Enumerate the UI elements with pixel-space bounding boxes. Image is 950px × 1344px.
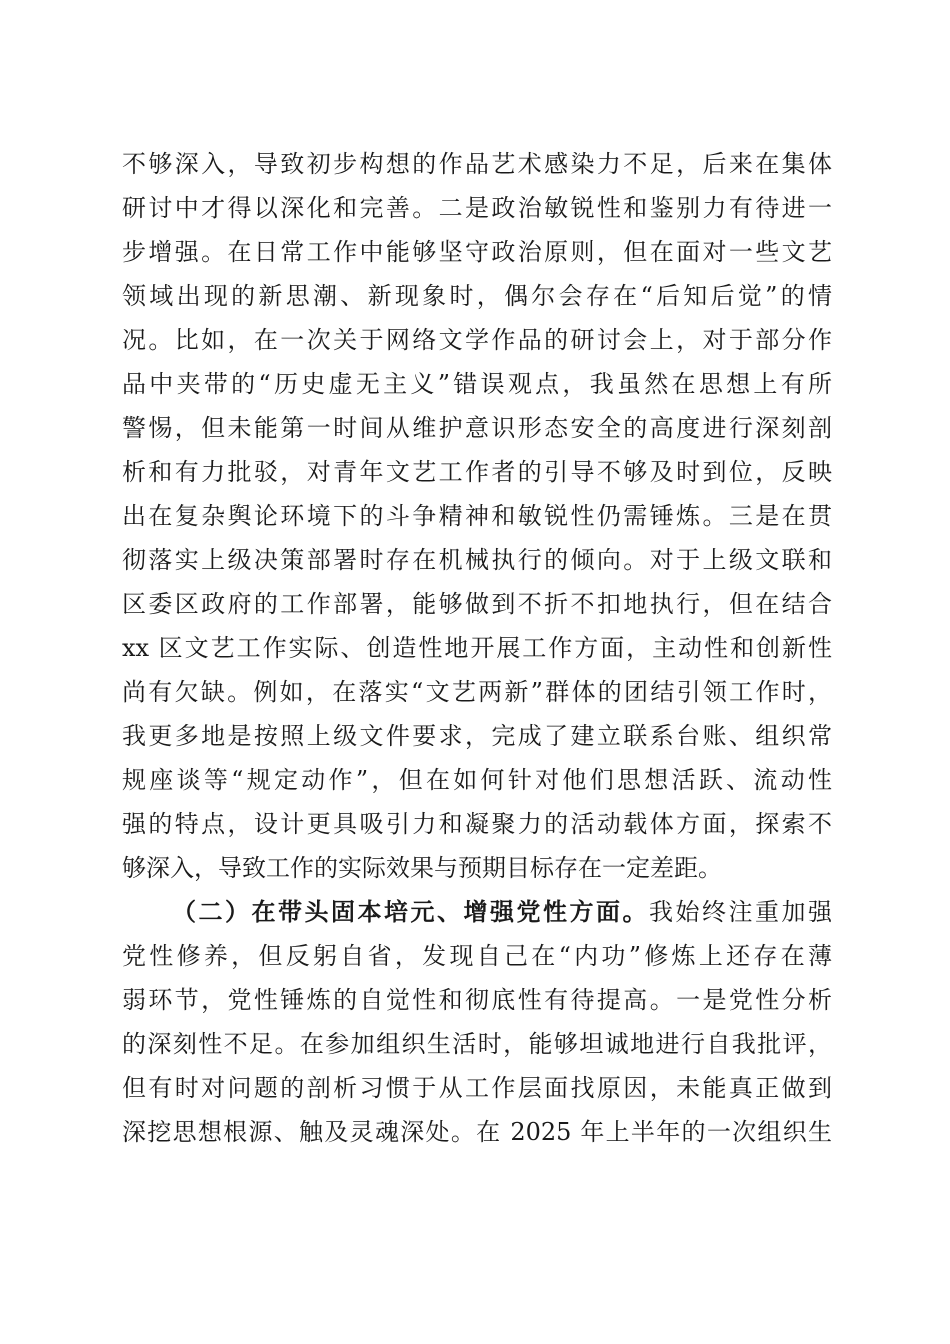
text-line: 强的特点，设计更具吸引力和凝聚力的活动载体方面，探索不 bbox=[122, 810, 832, 838]
section-heading-line bbox=[122, 890, 832, 934]
text-line: 党性修养，但反躬自省，发现自己在“内功”修炼上还存在薄 bbox=[122, 942, 832, 970]
text-line: 彻落实上级决策部署时存在机械执行的倾向。对于上级文联和 bbox=[122, 546, 832, 574]
text-line: 规座谈等“规定动作”，但在如何针对他们思想活跃、流动性 bbox=[122, 766, 832, 794]
text-line: 研讨中才得以深化和完善。二是政治敏锐性和鉴别力有待进一 bbox=[122, 194, 832, 222]
text-line: xx 区文艺工作实际、创造性地开展工作方面，主动性和创新性 bbox=[122, 634, 832, 662]
text-line: 领域出现的新思潮、新现象时，偶尔会存在“后知后觉”的情 bbox=[122, 282, 832, 310]
paragraph-end-line: 够深入，导致工作的实际效果与预期目标存在一定差距。 bbox=[122, 854, 722, 882]
section-text: 我始终注重加强 bbox=[649, 898, 832, 926]
text-line: 弱环节，党性锤炼的自觉性和彻底性有待提高。一是党性分析 bbox=[122, 986, 832, 1014]
text-line: 出在复杂舆论环境下的斗争精神和敏锐性仍需锤炼。三是在贯 bbox=[122, 502, 832, 530]
text-line: 步增强。在日常工作中能够坚守政治原则，但在面对一些文艺 bbox=[122, 238, 832, 266]
body-text bbox=[122, 142, 832, 1154]
text-line: 但有时对问题的剖析习惯于从工作层面找原因，未能真正做到 bbox=[122, 1074, 832, 1102]
text-line: 区委区政府的工作部署，能够做到不折不扣地执行，但在结合 bbox=[122, 590, 832, 618]
text-line: 况。比如，在一次关于网络文学作品的研讨会上，对于部分作 bbox=[122, 326, 832, 354]
text-line: 深挖思想根源、触及灵魂深处。在 2025 年上半年的一次组织生 bbox=[122, 1118, 832, 1146]
section-heading: （二）在带头固本培元、增强党性方面。 bbox=[172, 897, 649, 926]
text-line: 的深刻性不足。在参加组织生活时，能够坦诚地进行自我批评， bbox=[122, 1030, 832, 1058]
text-line: 品中夹带的“历史虚无主义”错误观点，我虽然在思想上有所 bbox=[122, 370, 832, 398]
text-line: 我更多地是按照上级文件要求，完成了建立联系台账、组织常 bbox=[122, 722, 832, 750]
text-line: 不够深入，导致初步构想的作品艺术感染力不足，后来在集体 bbox=[122, 150, 832, 178]
text-line: 析和有力批驳，对青年文艺工作者的引导不够及时到位，反映 bbox=[122, 458, 832, 486]
text-line: 尚有欠缺。例如，在落实“文艺两新”群体的团结引领工作时， bbox=[122, 678, 832, 706]
text-line: 警惕，但未能第一时间从维护意识形态安全的高度进行深刻剖 bbox=[122, 414, 832, 442]
